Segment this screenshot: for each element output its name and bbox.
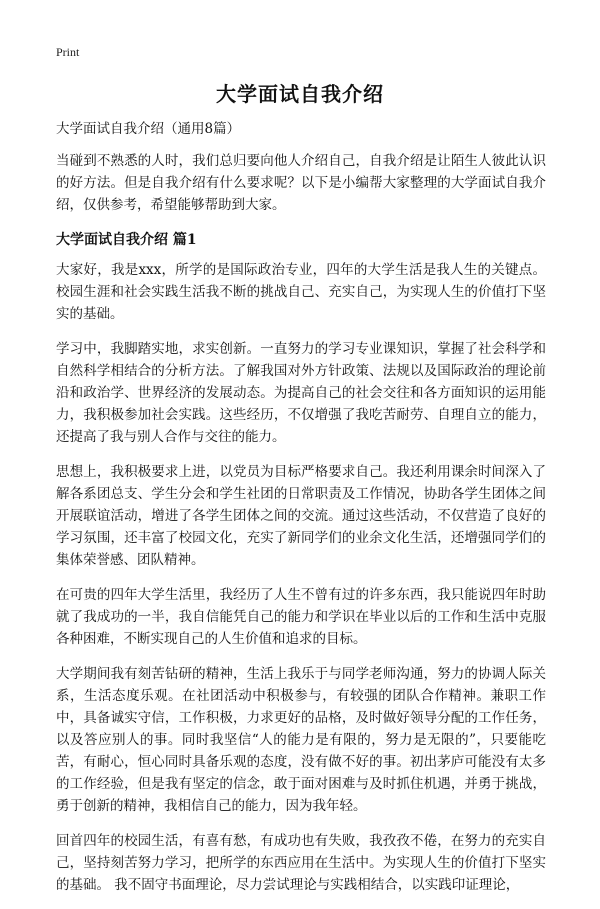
body-paragraph-4: 在可贵的四年大学生活里，我经历了人生不曾有过的许多东西，我只能说四年时助就了我成功的一半，我自信能凭自己的能力和学识在毕业以后的工作和生活中克服各种困难，不断实现自己的人生价值和追求的目标。 (56, 587, 546, 647)
document-body (56, 118, 546, 909)
body-paragraph-3: 思想上，我积极要求上进，以党员为目标严格要求自己。我还利用课余时间深入了解各系团总支、学生分会和学生社团的日常职责及工作情况，协助各学生团体之间开展联谊活动，增进了各学生团体之间的交流。通过这些活动，不仅营造了良好的学习氛围，还丰富了校园文化，充实了新同学们的业余文化生活，还增强同学们的集体荣誉感、团队精神。 (56, 464, 546, 568)
print-label[interactable]: Print (56, 45, 80, 59)
intro-paragraph: 当碰到不熟悉的人时，我们总归要向他人介绍自己，自我介绍是让陌生人彼此认识的好方法。但是自我介绍有什么要求呢？以下是小编帮大家整理的大学面试自我介绍，仅供参考，希望能够帮助到大家。 (56, 153, 546, 213)
document-title: 大学面试自我介绍 (216, 82, 384, 106)
body-paragraph-6: 回首四年的校园生活，有喜有愁，有成功也有失败，我孜孜不倦，在努力的充实自己，坚持刻苦努力学习，把所学的东西应用在生活中。为实现人生的价值打下坚实的基础。 我不固守书面理论，尽力尝试理论与实践相结合，以实践印证理论， (56, 833, 546, 893)
section-heading: 大学面试自我介绍 篇1 (56, 232, 197, 248)
document-subtitle: 大学面试自我介绍（通用8篇） (56, 121, 241, 137)
body-paragraph-5: 大学期间我有刻苦钻研的精神，生活上我乐于与同学老师沟通，努力的协调人际关系，生活态度乐观。在社团活动中积极参与，有较强的团队合作精神。兼职工作中，具备诚实守信，工作积极，力求更好的品格，及时做好领导分配的工作任务，以及答应别人的事。同时我坚信“人的能力是有限的，努力是无限的”，只要能吃苦，有耐心，恒心同时具备乐观的态度，没有做不好的事。初出茅庐可能没有太多的工作经验，但是我有坚定的信念，敢于面对困难与及时抓住机遇，并勇于挑战，勇于创新的精神，我相信自己的能力，因为我年轻。 (56, 666, 546, 814)
body-paragraph-1: 大家好，我是xxx，所学的是国际政治专业，四年的大学生活是我人生的关键点。校园生涯和社会实践生活我不断的挑战自己、充实自己，为实现人生的价值打下坚实的基础。 (56, 262, 546, 322)
body-paragraph-2: 学习中，我脚踏实地，求实创新。一直努力的学习专业课知识，掌握了社会科学和自然科学相结合的分析方法。了解我国对外方针政策、法规以及国际政治的理论前沿和政治学、世界经济的发展动态。为提高自己的社会交往和各方面知识的运用能力，我积极参加社会实践。这些经历，不仅增强了我吃苦耐劳、自理自立的能力，还提高了我与别人合作与交往的能力。 (56, 341, 546, 445)
